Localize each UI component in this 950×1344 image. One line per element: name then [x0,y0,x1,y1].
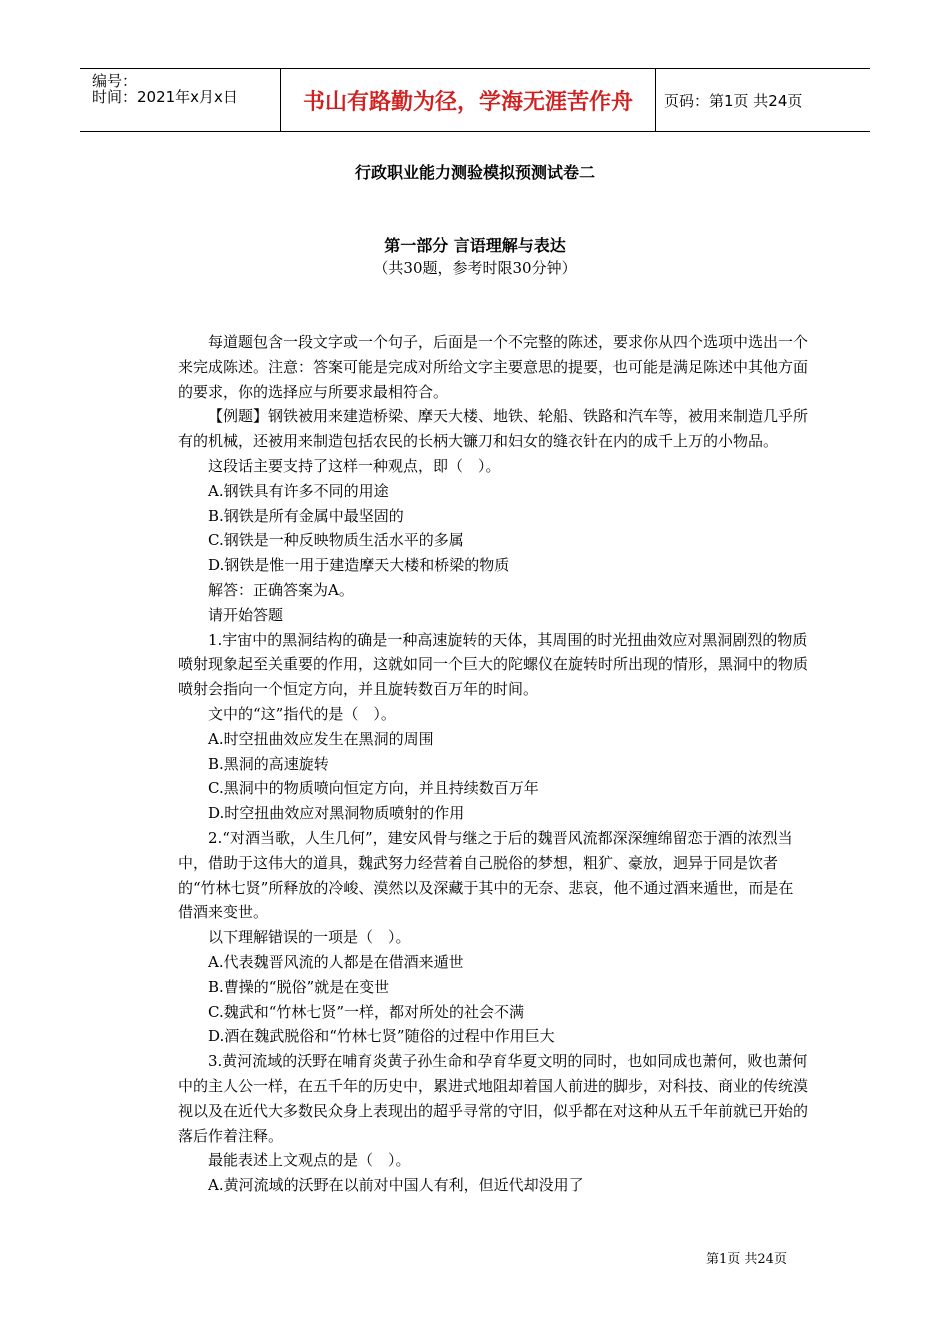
answer-option: D.酒在魏武脱俗和“竹林七贤”随俗的过程中作用巨大 [208,1027,555,1046]
section-title: 第一部分 言语理解与表达 [384,236,566,255]
paragraph: 2.“对酒当歌，人生几何”，建安风骨与继之于后的魏晋风流都深深缠绵留恋于酒的浓烈当中，借助于这伟大的道具，魏武努力经营着自己脱俗的梦想，粗犷、豪放，迥异于同是饮者的“竹林七贤”所释放的冷峻、漠然以及深藏于其中的无奈、悲哀，他不通过酒来遁世，而是在借酒来变世。 [178,828,794,922]
header-meta [80,69,280,131]
motto-text: 书山有路勤为径，学海无涯苦作舟 [302,89,633,115]
page-code: 页码：第1页 共24页 [664,91,803,110]
answer-option: A.黄河流域的沃野在以前对中国人有利，但近代却没用了 [208,1176,584,1195]
answer-option: D.钢铁是惟一用于建造摩天大楼和桥梁的物质 [208,556,510,575]
answer-option: B.钢铁是所有金属中最坚固的 [208,506,404,525]
answer-option: A.代表魏晋风流的人都是在借酒来遁世 [208,952,464,971]
answer-option: C.魏武和“竹林七贤”一样，都对所处的社会不满 [208,1002,525,1021]
paragraph: 这段话主要支持了这样一种观点，即（ ）。 [208,456,501,475]
paragraph: 以下理解错误的一项是（ ）。 [208,928,411,947]
time-label: 时间：2021年x月x日 [92,88,238,106]
page-header [80,68,870,132]
answer-option: B.黑洞的高速旋转 [208,754,329,773]
paragraph: 解答：正确答案为A。 [208,580,354,599]
answer-option: C.钢铁是一种反映物质生活水平的多属 [208,531,464,550]
answer-option: A.时空扭曲效应发生在黑洞的周围 [208,729,434,748]
header-page-cell [656,69,870,131]
paragraph: 【例题】钢铁被用来建造桥梁、摩天大楼、地铁、轮船、铁路和汽车等，被用来制造几乎所有的机械，还被用来制造包括农民的长柄大镰刀和妇女的缝衣针在内的成千上万的小物品。 [178,407,809,451]
paragraph: 1.宇宙中的黑洞结构的确是一种高速旋转的天体，其周围的时光扭曲效应对黑洞剧烈的物质喷射现象起至关重要的作用，这就如同一个巨大的陀螺仪在旋转时所出现的情形，黑洞中的物质喷射会指向一个恒定方向，并且旋转数百万年的时间。 [178,630,809,699]
paragraph: 文中的“这”指代的是（ ）。 [208,704,396,723]
paragraph: 每道题包含一段文字或一个句子，后面是一个不完整的陈述，要求你从四个选项中选出一个来完成陈述。注意：答案可能是完成对所给文字主要意思的提要，也可能是满足陈述中其他方面的要求，你的选择应与所要求最相符合。 [178,333,809,401]
paragraph: 3.黄河流域的沃野在哺育炎黄子孙生命和孕育华夏文明的同时，也如同成也萧何，败也萧何中的主人公一样，在五千年的历史中，累进式地阻却着国人前进的脚步，对科技、商业的传统漠视以及在近代大多数民众身上表现出的超乎寻常的守旧，似乎都在对这种从五千年前就已开始的落后作着注释。 [178,1052,809,1145]
section-subtitle: （共30题，参考时限30分钟） [373,259,577,277]
answer-option: D.时空扭曲效应对黑洞物质喷射的作用 [208,804,465,823]
answer-option: B.曹操的“脱俗”就是在变世 [208,977,390,996]
document-title: 行政职业能力测验模拟预测试卷二 [354,163,595,182]
answer-option: A.钢铁具有许多不同的用途 [208,481,389,500]
answer-option: C.黑洞中的物质喷向恒定方向，并且持续数百万年 [208,779,539,798]
page-footer: 第1页 共24页 [706,1252,787,1267]
paragraph: 最能表述上文观点的是（ ）。 [208,1151,411,1170]
number-label: 编号： [92,72,138,90]
document-body [178,330,808,1198]
paragraph: 请开始答题 [208,605,284,624]
header-motto-cell [280,69,656,131]
